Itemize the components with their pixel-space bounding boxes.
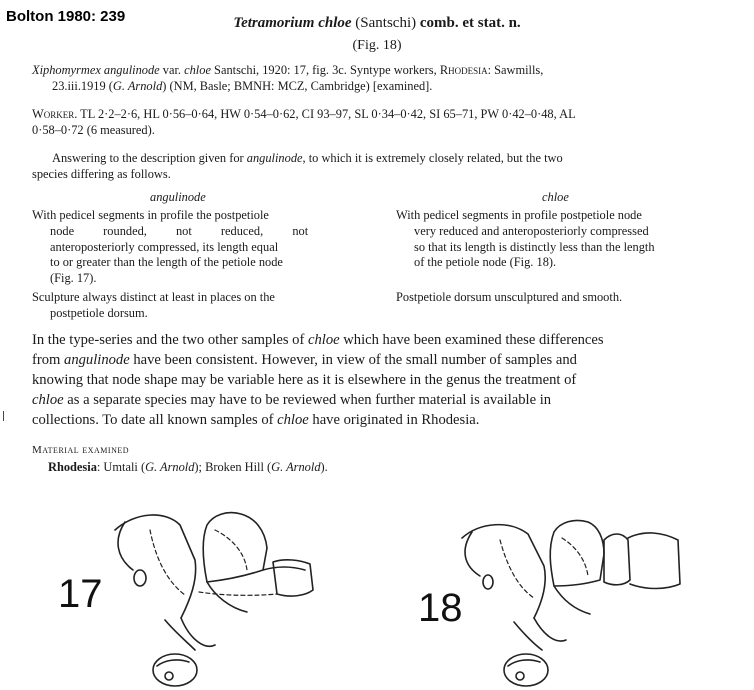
species-name: Tetramorium chloe — [233, 15, 352, 31]
right-column-heading: chloe — [542, 190, 569, 204]
discussion-line-2 — [32, 350, 744, 370]
text-line: (Fig. 17). — [50, 271, 97, 286]
species-status: comb. et stat. n. — [419, 15, 521, 31]
text-line: anteroposteriorly compressed, its length equal — [50, 239, 279, 254]
synonym-epithet: chloe — [184, 63, 211, 77]
text-line: of the petiole node (Fig. 18). — [414, 255, 557, 270]
taxon-name: chloe — [307, 332, 340, 348]
synonymy-line-2 — [32, 78, 742, 94]
collector-name: G. Arnold — [271, 460, 321, 474]
discussion-text: have originated in Rhodesia. — [308, 412, 480, 428]
synonymy-text: : Sawmills, — [487, 63, 544, 77]
right-column-point-1 — [396, 208, 746, 271]
left-column-point-2 — [32, 290, 362, 322]
text-line: node rounded, not reduced, not — [50, 223, 309, 238]
figure-17-drawing — [95, 500, 335, 690]
text-line: With pedicel segments in profile postpetiole node — [396, 208, 642, 222]
discussion-line-4 — [32, 390, 744, 410]
taxon-name: angulinode — [64, 352, 130, 368]
text-line: With pedicel segments in profile the postpetiole — [32, 208, 269, 222]
collector-name: G. Arnold — [112, 79, 163, 93]
discussion-text: In the type-series and the two other samples of — [32, 332, 308, 348]
discussion-text: have been consistent. However, in view of the small number of samples and — [129, 352, 577, 368]
discussion-paragraph — [32, 330, 744, 430]
worker-text: . TL 2·2–2·6, HL 0·56–0·64, HW 0·54–0·62, CI 93–97, SL 0·34–0·42, SI 65–71, PW 0·42–0·48, AL — [74, 107, 576, 121]
left-column-point-1 — [32, 208, 362, 287]
answering-line-2: species differing as follows. — [32, 167, 171, 181]
material-text: : Umtali ( — [96, 460, 146, 474]
text-line: postpetiole dorsum. — [50, 305, 148, 320]
discussion-text: which have been examined these differences — [339, 332, 604, 348]
citation-reference: Bolton 1980: 239 — [6, 8, 126, 25]
synonymy-text: 23.iii.1919 ( — [52, 79, 113, 93]
material-text: ). — [320, 460, 328, 474]
answering-paragraph — [32, 150, 744, 182]
worker-measurements — [32, 106, 744, 138]
taxon-name: chloe — [32, 392, 64, 408]
discussion-line-5 — [32, 410, 744, 430]
material-examined-label: Material examined — [32, 444, 130, 456]
text-line: so that its length is distinctly less than the length — [414, 239, 655, 254]
answering-line-1 — [32, 150, 744, 166]
answering-text: Answering to the description given for — [52, 151, 247, 165]
taxon-name: angulinode — [246, 151, 303, 165]
figure-17-label: 17 — [58, 572, 103, 616]
synonymy-text: ) (NM, Basle; BMNH: MCZ, Cambridge) [examined]. — [162, 79, 433, 93]
discussion-line-3: knowing that node shape may be variable here as it is elsewhere in the genus the treatment of — [32, 372, 577, 388]
taxon-name: chloe — [277, 412, 309, 428]
text-line: Sculpture always distinct at least in places on the — [32, 290, 275, 304]
discussion-text: as a separate species may have to be reviewed when further material is available in — [63, 392, 552, 408]
text-line: to or greater than the length of the petiole node — [50, 255, 283, 270]
country-name: Rhodesia — [439, 63, 488, 77]
figure-reference: (Fig. 18) — [352, 38, 402, 53]
synonymy-text: var. — [159, 63, 185, 77]
figure-18-drawing — [448, 510, 694, 690]
worker-line-1 — [32, 106, 744, 122]
worker-line-2: 0·58–0·72 (6 measured). — [32, 123, 155, 137]
synonymy-paragraph — [32, 62, 742, 94]
material-text: ); Broken Hill ( — [194, 460, 272, 474]
country-name: Rhodesia — [48, 460, 97, 474]
species-title — [0, 15, 754, 32]
text-line: very reduced and anteroposteriorly compressed — [414, 223, 649, 238]
margin-mark — [3, 411, 4, 421]
synonymy-line-1 — [32, 62, 742, 78]
discussion-line-1 — [32, 330, 744, 350]
species-author: (Santschi) — [355, 15, 417, 31]
right-column-point-2: Postpetiole dorsum unsculptured and smooth. — [396, 290, 623, 304]
answering-text: , to which it is extremely closely related, but the two — [302, 151, 563, 165]
synonym-name: Xiphomyrmex angulinode — [32, 63, 160, 77]
discussion-text: collections. To date all known samples of — [32, 412, 278, 428]
left-column-heading: angulinode — [150, 190, 206, 204]
discussion-text: from — [32, 352, 65, 368]
worker-label: Worker — [32, 107, 75, 121]
figure-18-label: 18 — [418, 586, 463, 630]
synonymy-text: Santschi, 1920: 17, fig. 3c. Syntype workers, — [210, 63, 440, 77]
material-examined-list — [48, 460, 328, 475]
collector-name: G. Arnold — [145, 460, 195, 474]
